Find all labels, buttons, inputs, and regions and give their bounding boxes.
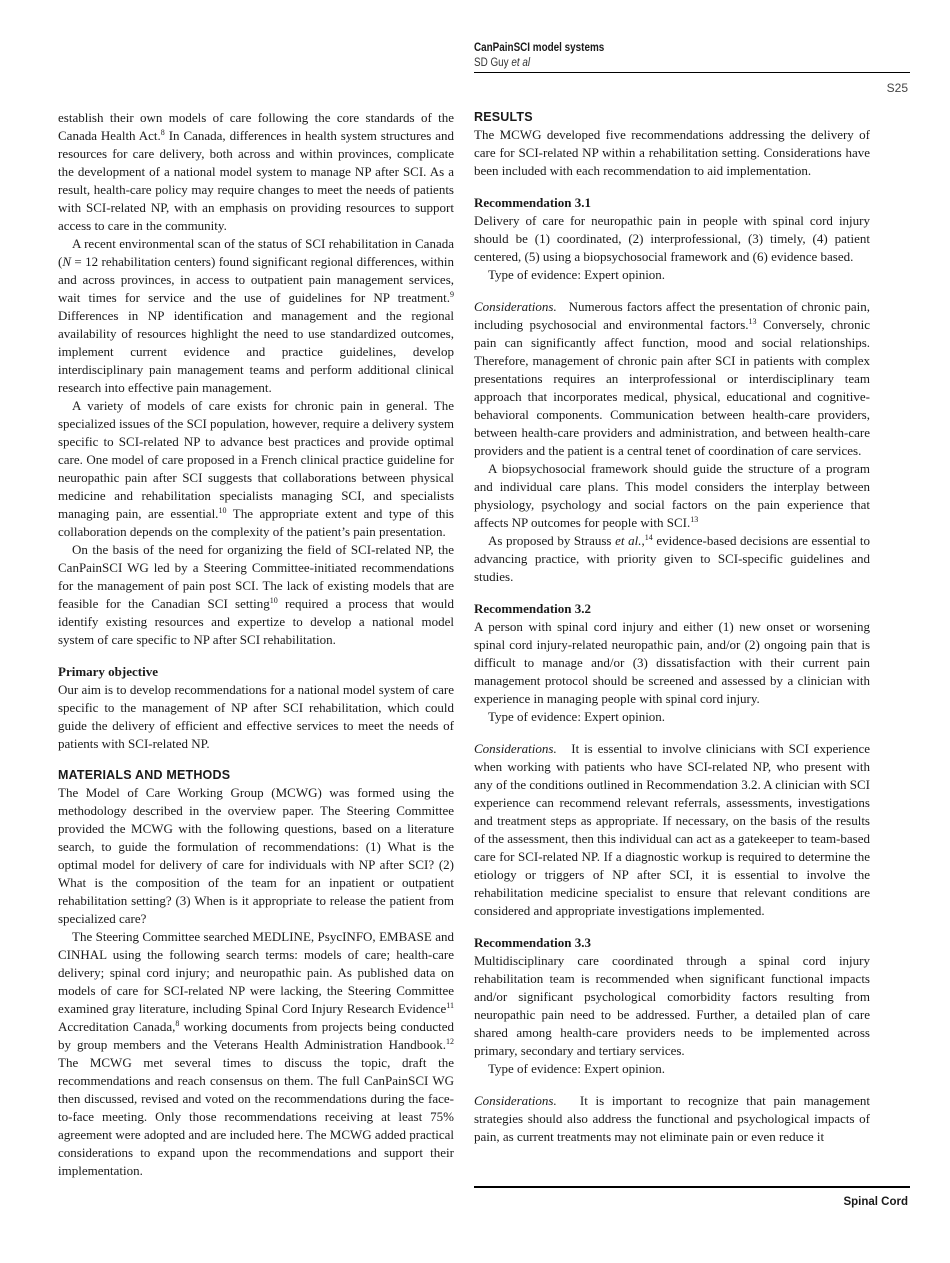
recommendation-3-1-heading: Recommendation 3.1 <box>474 195 591 210</box>
results-intro: The MCWG developed five recommendations addressing the delivery of care for SCI-related NP within a rehabilitation setting. Considerations have been included with each recommendation to aid implementation. <box>474 127 870 178</box>
recommendation-3-3-considerations <box>474 1092 870 1146</box>
recommendation-3-1-text: Delivery of care for neuropathic pain in people with spinal cord injury should be (1) coordinated, (2) interprofessional, (3) timely, (4) patient centered, (5) using a biopsychosocial framework and (6) evidence based. <box>474 213 870 264</box>
footer-rule <box>474 1186 910 1188</box>
journal-name: Spinal Cord <box>843 1196 908 1208</box>
left-paragraph-6: The Model of Care Working Group (MCWG) was formed using the methodology described in the overview paper. The Steering Committee provided the MCWG with the following questions, based on a literature search, to guide the formulation of recommendations: (1) What is the optimal model for delivery of care for individuals with NP after SCI? (2) What is the composition of the team for an inpatient or outpatient rehabilitation setting? (3) When is it appropriate to release the patient from specialized care? <box>58 785 454 926</box>
results-heading: RESULTS <box>474 110 533 124</box>
recommendation-3-2-considerations-text: It is essential to involve clinicians with SCI experience when working with patients who have SCI-related NP, who present with any of the conditions outlined in Recommendation 3.2. A clinician with SCI experience can recommend relevant referrals, assessments, investigations and treatment steps as appropriate. If necessary, on the basis of the results of the assessment, then this individual can act as a gatekeeper to team-based care for SCI-related NP. If a diagnostic workup is required to determine the etiology or triggers of NP after SCI, it is essential to involve the rehabilitation medicine specialist to ensure that relevant conditions are considered and appropriate investigations implemented. <box>474 741 871 918</box>
left-paragraph-4: On the basis of the need for organizing the field of SCI-related NP, the CanPainSCI WG led by a Steering Committee-initiated recommendations for the management of pain post SCI. The lack of existing models that are feasible for the Canadian SCI setting$^{10}$ required a process that would identify existing resources and expertize to develop a national model system of care specific to NP after SCI rehabilitation. <box>58 542 455 647</box>
recommendation-3-3-evidence: Type of evidence: Expert opinion. <box>488 1061 666 1076</box>
running-head <box>474 41 625 71</box>
recommendation-3-1-considerations-2: A biopsychosocial framework should guide the structure of a program and individual care plans. This model considers the interplay between physiology, psychology and social factors on the pain experience that affects NP outcomes for people with SCI.$^{13}$ <box>474 461 870 530</box>
running-title: CanPainSCI model systems <box>474 42 605 54</box>
header-rule <box>474 72 910 73</box>
left-column <box>58 109 454 1180</box>
recommendation-3-3-heading: Recommendation 3.3 <box>474 935 591 950</box>
left-paragraph-1: establish their own models of care following the core standards of the Canada Health Act.$^8$ In Canada, differences in health system structures and resources for care delivery, both across and within provinces, complicate the development of a national model system to manage NP after SCI. As a result, health-care policy may require changes to meet the needs of patients with SCI-related NP, with an emphasis on providing resources to support access to care in the community. <box>58 110 454 233</box>
methods-heading: MATERIALS AND METHODS <box>58 768 231 782</box>
recommendation-3-1-considerations: Considerations. Numerous factors affect the presentation of chronic pain, including psychosocial and environmental factors.$^{13}$ Conversely, chronic pain can significantly affect function, mood and social relationships. Therefore, management of chronic pain after SCI in patients with complex presentations requires an interprofessional or interdisciplinary team approach that incorporates medical, physical, educational and cognitive-behavioral components. Communication between health-care providers, between health-care providers and administration, and between health-care providers and the patient is a central tenet of coordination of care services. <box>474 299 870 458</box>
recommendation-3-2-heading: Recommendation 3.2 <box>474 601 591 616</box>
left-paragraph-2: A recent environmental scan of the status of SCI rehabilitation in Canada (N = 12 rehabilitation centers) found significant regional differences, within and across provinces, in access to outpatient pain management services, wait times for service and the use of guidelines for NP treatment.$^9$ Differences in NP identification and management and the regional availability of resources highlight the need to use standardized outcomes, implement current evidence and practice guidelines, develop interdisciplinary pain management teams and perform additional clinical research into effective pain management. <box>58 236 454 395</box>
right-column <box>474 109 870 1146</box>
recommendation-3-3-text: Multidisciplinary care coordinated through a spinal cord injury rehabilitation team is recommended when significant functional impacts and/or significant psychological comorbidity factors resulting from neuropathic pain need to be addressed. Further, a detailed plan of care shared among health-care providers needs to be implemented across primary, secondary and tertiary services. <box>474 953 870 1058</box>
recommendation-3-2-text: A person with spinal cord injury and either (1) new onset or worsening spinal cord injury-related neuropathic pain, and/or (2) ongoing pain that is difficult to manage and/or (3) dissatisfaction with their current pain management protocol should be screened and assessed by a clinician with experience in managing people with spinal cord injury. <box>474 619 870 706</box>
page-number: S25 <box>886 81 908 95</box>
left-paragraph-5: Our aim is to develop recommendations for a national model system of care specific to the management of NP after SCI rehabilitation, which could guide the delivery of efficient and effective services to meet the needs of patients with SCI-related NP. <box>58 682 454 751</box>
considerations-label: Considerations. <box>474 299 557 314</box>
recommendation-3-1-considerations-3: As proposed by Strauss et al.,$^{14}$ evidence-based decisions are essential to advancing practice, with priority given to SCI-specific guidelines and studies. <box>474 533 871 584</box>
recommendation-3-2-evidence: Type of evidence: Expert opinion. <box>488 709 666 724</box>
recommendation-3-1-evidence: Type of evidence: Expert opinion. <box>488 267 666 282</box>
recommendation-3-3-considerations-text: It is important to recognize that pain management strategies should also address the functional and psychological impacts of pain, as current treatments may not eliminate pain or even reduce it <box>474 1093 870 1144</box>
recommendation-3-2-considerations <box>474 740 870 920</box>
running-authors: SD Guy et al <box>474 57 531 69</box>
left-paragraph-7: The Steering Committee searched MEDLINE, PsycINFO, EMBASE and CINHAL using the following search terms: models of care; health-care delivery; spinal cord injury; and neuropathic pain. As published data on models of care for SCI-related NP were lacking, the Steering Committee examined gray literature, including Spinal Cord Injury Research Evidence$^{11}$ Accreditation Canada,$^8$ working documents from projects being conducted by group members and the Veterans Health Administration Handbook.$^{12}$ The MCWG met several times to discuss the topic, draft the recommendations and reach consensus on them. The full CanPainSCI WG then discussed, revised and voted on the recommendations during the face-to-face meeting. Only those recommendations receiving at least 75% agreement were adopted and are included here. The MCWG added practical considerations to expand upon the recommendations and support their implementation. <box>58 929 454 1178</box>
left-paragraph-3: A variety of models of care exists for chronic pain in general. The specialized issues of the SCI population, however, require a delivery system specific to SCI-related NP to advance best practices and provide optimal care. One model of care proposed in a French clinical practice guideline for neuropathic pain after SCI suggests that collaborations between physical medicine and rehabilitation specialists managing SCI, and specialists managing pain, are essential.$^{10}$ The appropriate extent and type of this collaboration depends on the complexity of the patient’s pain presentation. <box>58 398 454 539</box>
considerations-label: Considerations. <box>474 741 557 756</box>
considerations-label: Considerations. <box>474 1093 557 1108</box>
primary-objective-heading: Primary objective <box>58 664 158 679</box>
